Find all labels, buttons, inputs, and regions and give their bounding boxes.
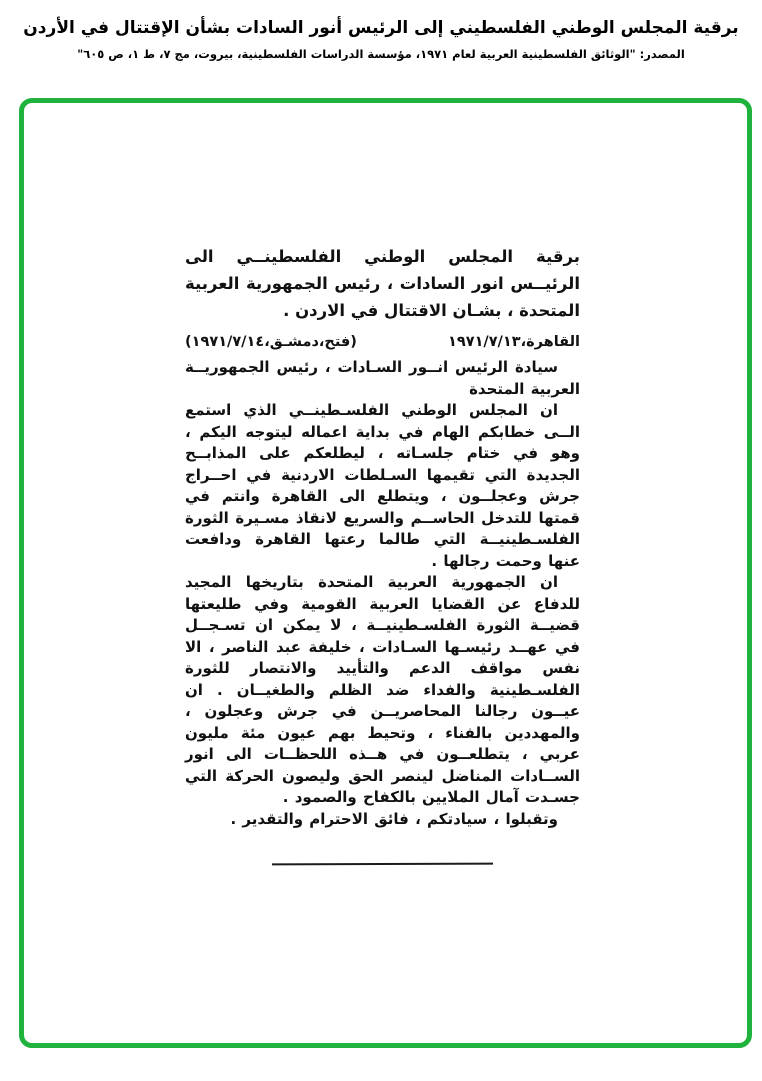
telegram-title: برقية المجلس الوطني الفلسطينــي الى الرئيــس انور السادات ، رئيس الجمهورية العربية المتحدة ، بشـان الاقتتال في الاردن . [185,247,580,320]
page-header [0,16,762,62]
signature-rule [272,863,493,866]
header-title: برقية المجلس الوطني الفلسطيني إلى الرئيس أنور السادات بشأن الإقتتال في الأردن [23,18,739,38]
header-source-line: المصدر: "الوثائق الفلسطينية العربية لعام ١٩٧١، مؤسسة الدراسات الفلسطينية، بيروت، مج ٧، ط ١، ص ٦٠٥" [77,47,685,61]
dateline-place-date: القاهرة،١٩٧١/٧/١٣ [448,334,580,350]
telegram-dateline [185,331,580,353]
telegram-paragraph: ان المجلس الوطني الفلسـطينــي الذي استمع الــى خطابكم الهام في بداية اعماله ليتوجه اليكم ، وهو في ختام جلسـاته ، ليطلعكم على المذابــح الجديدة التي تقيمها السـلطات الاردنية في احــراج جرش وعجلــون ، ويتطلع الى القاهرة وانتم في قمتها للتدخل الحاســم والسريع لانقاذ مسـيرة الثورة الفلسـطينيــة التي طالما رعتها القاهرة ودافعت عنها وحمت رجالها . [185,401,580,570]
document-frame [19,98,752,1048]
telegram-paragraph: ان الجمهورية العربية المتحدة بتاريخها المجيد للدفاع عن القضايا العربية القومية وفي طليعتها قضيــة الثورة الفلسـطينيــة ، لا يمكن ان تسـجــل في عهــد رئيسـها السـادات ، خليفة عبد الناصر ، الا نفس مواقف الدعم والتأييد والانتصار للثورة الفلسـطينية والفداء ضد الظلم والطغيــان . ان عيــون رجالنا المحاصريــن في جرش وعجلون ، والمهددين بالفناء ، وتحيط بهم عيون مئة مليون عربي ، يتطلعــون في هــذه اللحظــات الى انور الســادات المناضل لينصر الحق وليصون الحركة التي جسـدت آمال الملايين بالكفاح والصمود . [185,573,580,806]
telegram-document [185,243,580,865]
telegram-salutation: سيادة الرئيس انــور السـادات ، رئيس الجمهوريــة العربية المتحدة [185,358,580,398]
dateline-agency-date: (فتح،دمشـق،١٩٧١/٧/١٤) [185,334,357,350]
telegram-closing: وتقبلوا ، سيادتكم ، فائق الاحترام والتقدير . [230,809,558,828]
